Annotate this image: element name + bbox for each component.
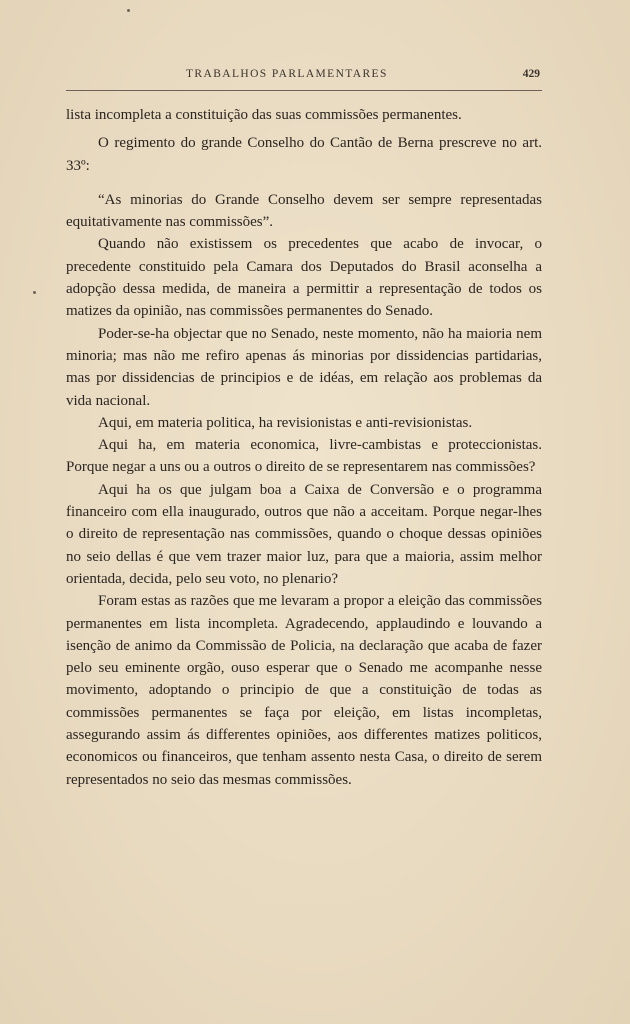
page-header (66, 68, 542, 91)
paragraph: Aqui, em materia politica, ha revisionistas e anti-revisionistas. (98, 414, 473, 431)
paper-speck (127, 9, 130, 12)
paragraph: Foram estas as razões que me levaram a propor a eleição das commissões permanentes em lista incompleta. Agradecendo, applaudindo e louvando a isenção de animo da Commissão de Policia, na declaração que acaba de fazer pelo seu eminente orgão, ouso esperar que o Senado me acompanhe nesse movimento, adoptando o principio de que a constituição de todas as commissões permanentes se faça por eleição, em listas incompletas, assegurando assim ás differentes opiniões, aos differentes matizes politicos, economicos ou financeiros, que tenham assento nesta Casa, o direito de serem representados no seio das mesmas commissões. (66, 593, 542, 788)
running-title: TRABALHOS PARLAMENTARES (186, 68, 388, 80)
body-text (66, 104, 542, 791)
paper-speck (33, 291, 36, 294)
quotation: “As minorias do Grande Conselho devem ser sempre representadas equitativamente nas commissões”. (66, 191, 542, 231)
paragraph: Aqui ha os que julgam boa a Caixa de Conversão e o programma financeiro com ella inaugurado, outros que não a acceitam. Porque negar-lhes o direito de representação nas commissões, quando o choque dessas opiniões no seio dellas é que vem trazer maior luz, para que a maioria, assim melhor orientada, decida, pelo seu voto, no plenario? (66, 481, 542, 587)
paragraph: Quando não existissem os precedentes que acabo de invocar, o precedente constituido pela Camara dos Deputados do Brasil aconselha a adopção dessa medida, de maneira a permittir a representação de todos os matizes da opinião, nas commissões permanentes do Senado. (66, 236, 542, 320)
paragraph: Aqui ha, em materia economica, livre-cambistas e proteccionistas. Porque negar a uns ou a outros o direito de se representarem nas commissões? (66, 437, 542, 476)
paragraph: O regimento do grande Conselho do Cantão de Berna prescreve no art. 33º: (66, 135, 542, 174)
paragraph: Poder-se-ha objectar que no Senado, neste momento, não ha maioria nem minoria; mas não me refiro apenas ás minorias por dissidencias partidarias, mas por dissidencias de principios e de idéas, em relação aos problemas da vida nacional. (66, 325, 542, 409)
paragraph: lista incompleta a constituição das suas commissões permanentes. (66, 107, 462, 123)
page-number: 429 (522, 68, 540, 80)
